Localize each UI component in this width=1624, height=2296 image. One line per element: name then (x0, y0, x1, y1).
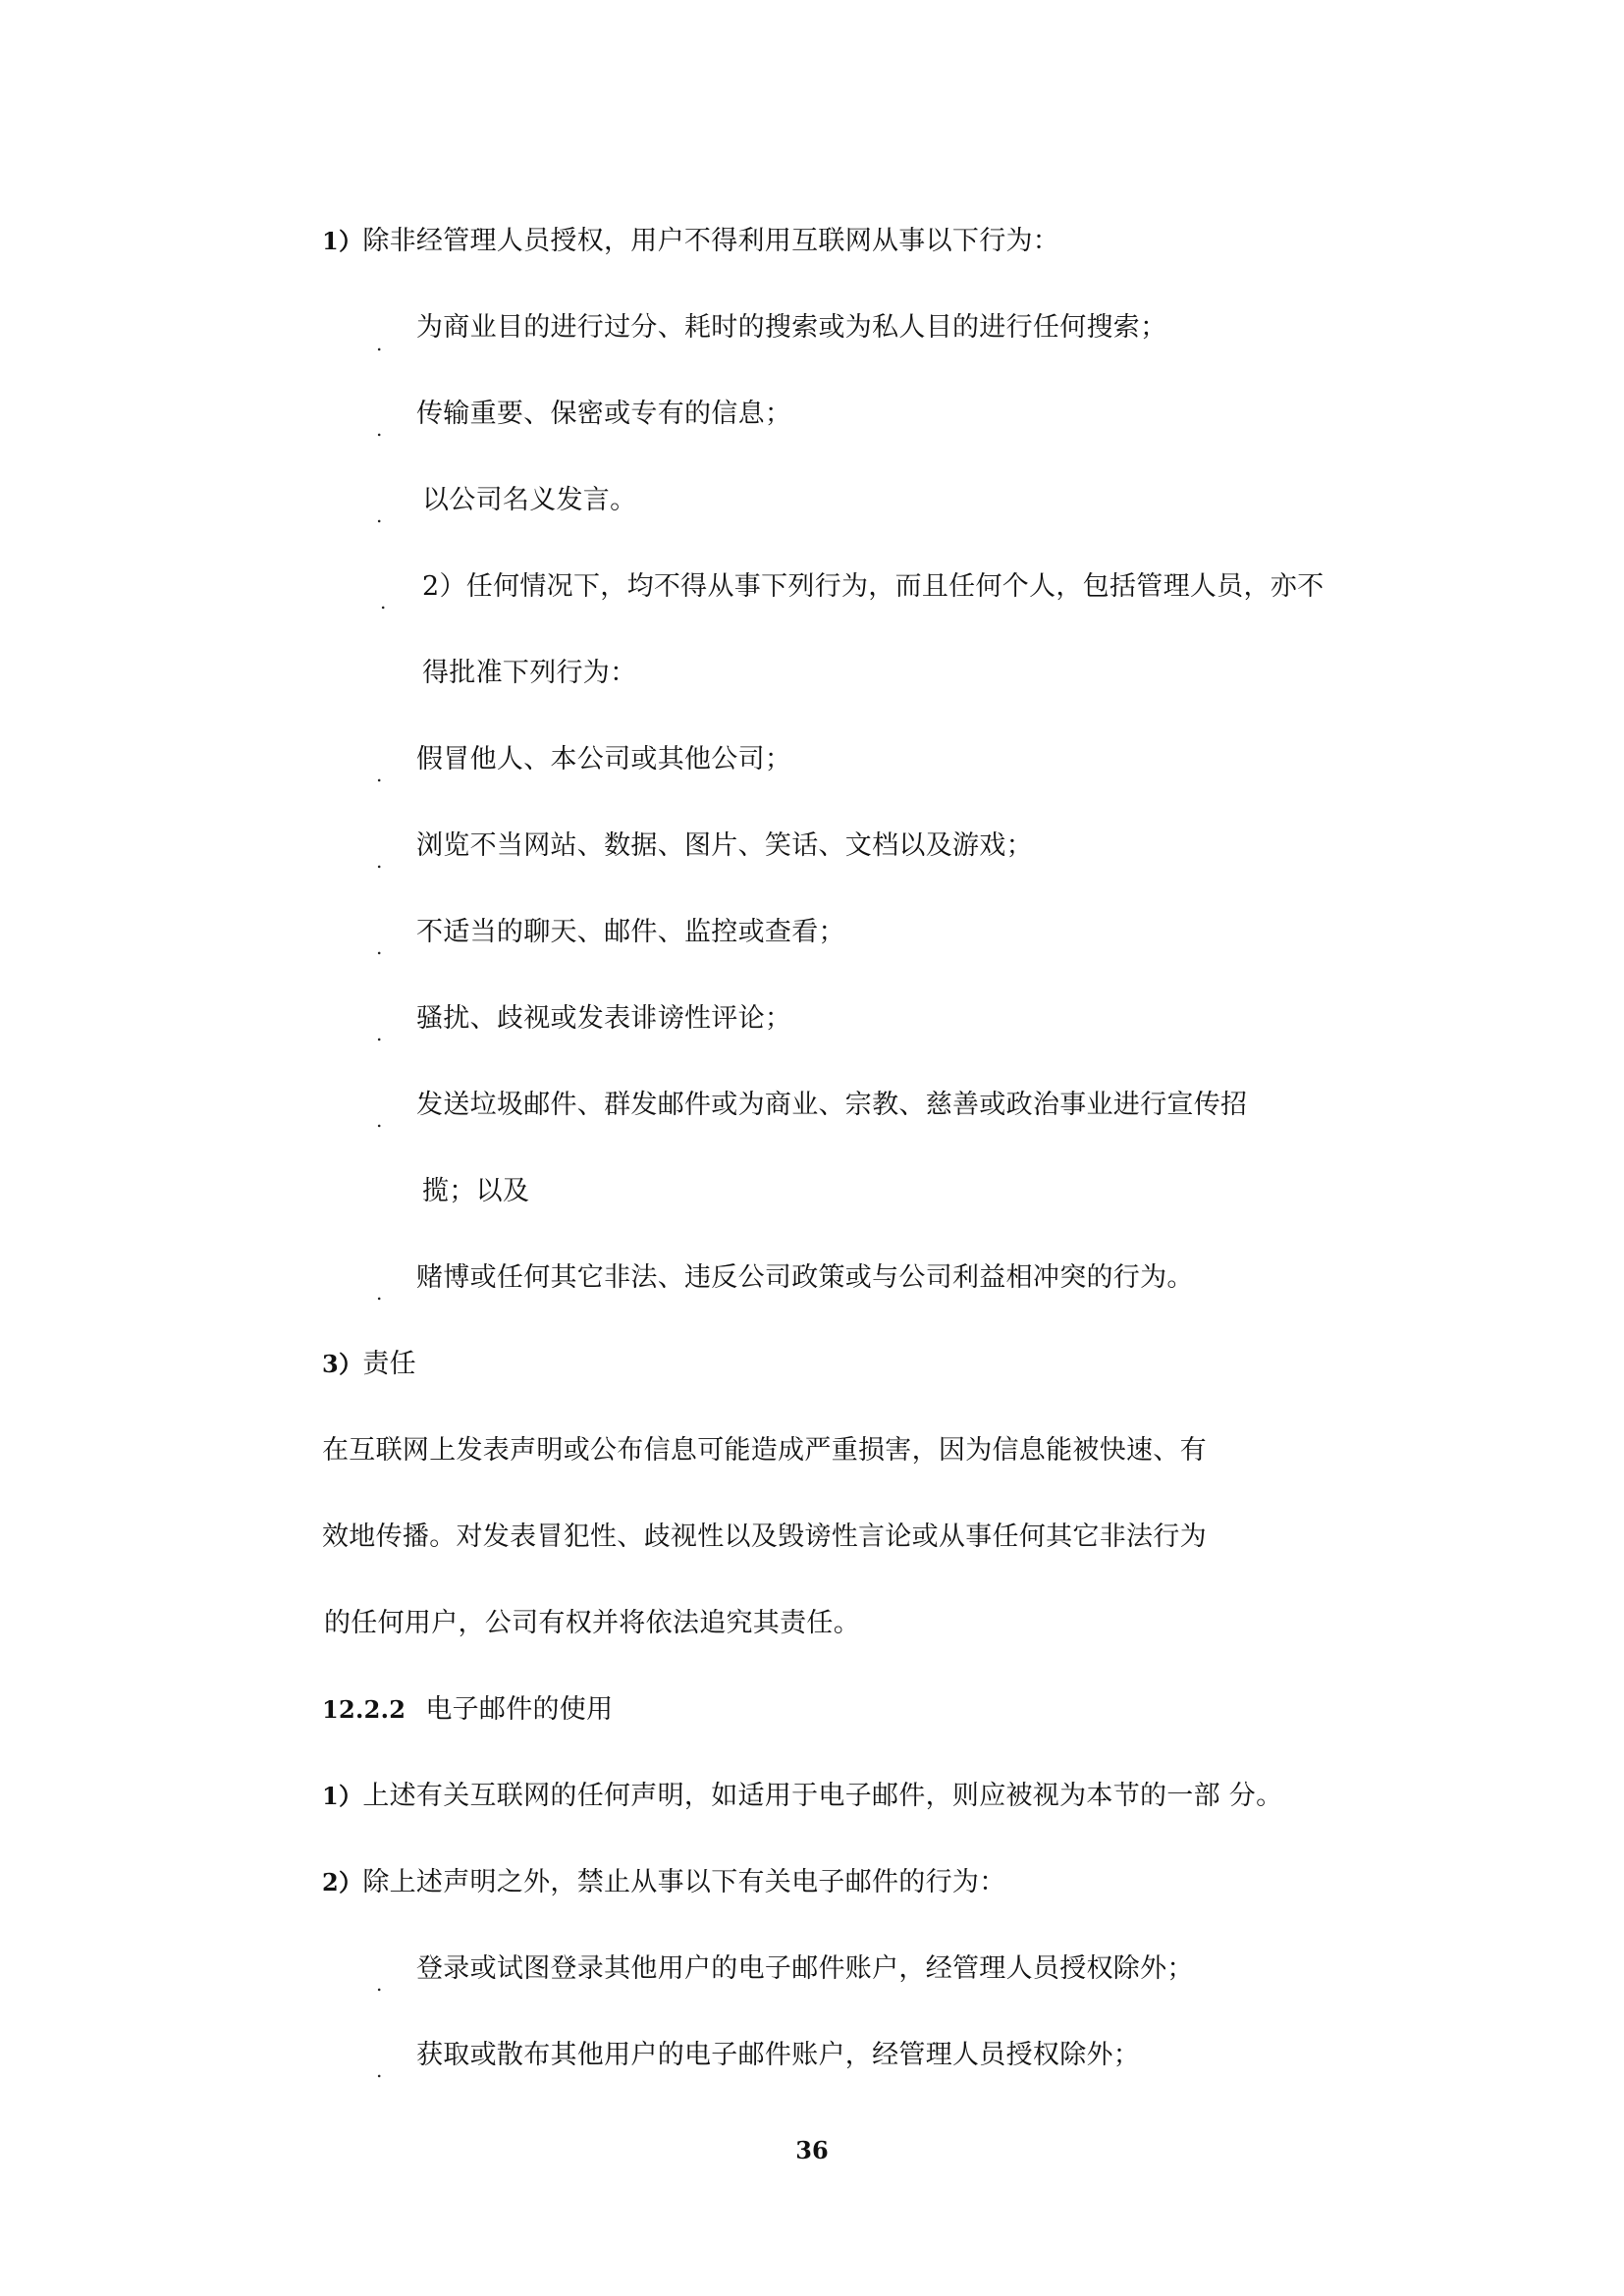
paragraph-text: 除上述声明之外，禁止从事以下有关电子邮件的行为： (362, 1867, 1006, 1897)
bullet-icon: . (376, 849, 383, 873)
bullet-item: 为商业目的进行过分、耗时的搜索或为私人目的进行任何搜索； (416, 312, 1167, 343)
bullet-icon: . (376, 763, 383, 786)
bullet-icon: . (376, 935, 383, 959)
paragraph-line: 在互联网上发表声明或公布信息可能造成严重损害，因为信息能被快速、有 (322, 1435, 1207, 1466)
list-heading-1 (322, 1779, 1282, 1814)
list-number: 3） (322, 1350, 363, 1378)
bullet-icon: . (376, 417, 383, 441)
list-number: 1） (322, 227, 363, 255)
bullet-icon: . (376, 1022, 383, 1045)
list-heading-3 (322, 1347, 416, 1382)
paragraph-line: 的任何用户，公司有权并将依法追究其责任。 (324, 1608, 860, 1638)
section-title: 电子邮件的使用 (425, 1694, 614, 1725)
paragraph-text: 上述有关互联网的任何声明，如适用于电子邮件，则应被视为本节的一部 分。 (362, 1781, 1283, 1811)
bullet-icon: . (376, 332, 383, 355)
bullet-item: 登录或试图登录其他用户的电子邮件账户，经管理人员授权除外； (416, 1953, 1194, 1984)
list-number: 1） (322, 1782, 363, 1810)
paragraph-text: 责任 (362, 1349, 416, 1379)
bullet-icon: . (376, 2058, 383, 2082)
bullet-item: 赌博或任何其它非法、违反公司政策或与公司利益相冲突的行为。 (416, 1262, 1194, 1293)
bullet-item: 发送垃圾邮件、群发邮件或为商业、宗教、慈善或政治事业进行宣传招 (416, 1090, 1248, 1120)
list-heading-1 (322, 224, 1059, 259)
bullet-icon: . (376, 1281, 383, 1305)
bullet-icon: . (380, 590, 387, 614)
bullet-item-continuation: 得批准下列行为： (422, 658, 637, 688)
bullet-item: 不适当的聊天、邮件、监控或查看； (416, 917, 845, 947)
bullet-icon: . (376, 1972, 383, 1996)
bullet-icon: . (376, 504, 383, 527)
bullet-item: 传输重要、保密或专有的信息； (416, 399, 792, 429)
bullet-item: 以公司名义发言。 (422, 485, 637, 515)
bullet-item: 骚扰、歧视或发表诽谤性评论； (416, 1003, 792, 1034)
list-heading-2 (322, 1865, 1006, 1900)
paragraph-line: 效地传播。对发表冒犯性、歧视性以及毁谤性言论或从事任何其它非法行为 (322, 1522, 1207, 1552)
bullet-item: 假冒他人、本公司或其他公司； (416, 744, 792, 774)
section-heading (322, 1692, 613, 1728)
bullet-icon: . (376, 1108, 383, 1132)
bullet-item: 浏览不当网站、数据、图片、笑话、文档以及游戏； (416, 830, 1033, 861)
bullet-item: 获取或散布其他用户的电子邮件账户，经管理人员授权除外； (416, 2040, 1141, 2070)
bullet-item-continuation: 揽；以及 (422, 1176, 530, 1206)
bullet-item: 2）任何情况下，均不得从事下列行为，而且任何个人，包括管理人员，亦不 (422, 571, 1325, 602)
list-number: 2） (322, 1868, 363, 1896)
section-number: 12.2.2 (322, 1695, 406, 1724)
page-number: 36 (795, 2136, 829, 2164)
paragraph-text: 除非经管理人员授权，用户不得利用互联网从事以下行为： (362, 226, 1060, 256)
